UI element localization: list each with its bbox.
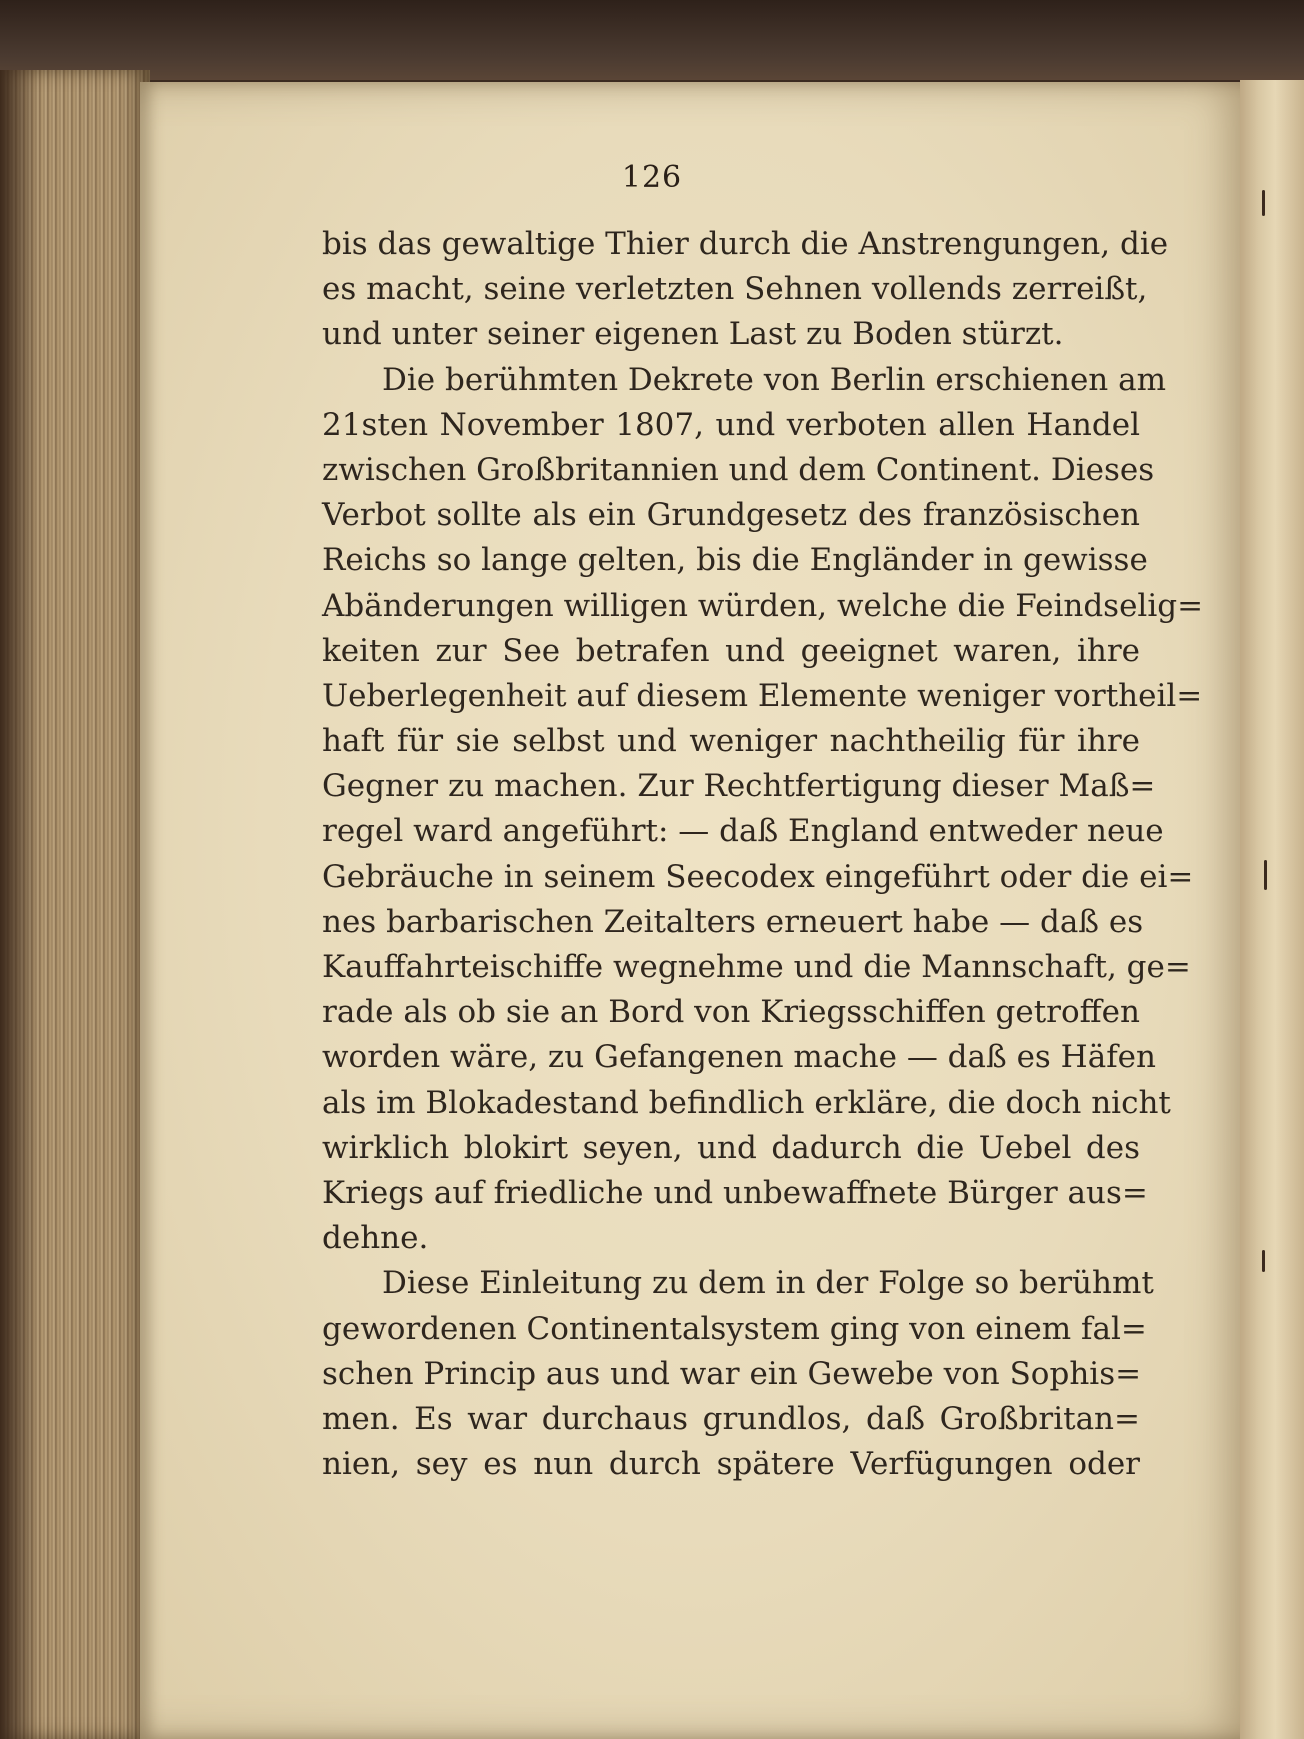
binding-gutter (1240, 80, 1304, 1739)
text-line: worden wäre, zu Gefangenen mache — daß es Häfen (322, 1039, 1156, 1076)
text-line: bis das gewaltige Thier durch die Anstrengungen, die (322, 226, 1169, 262)
text-line: Gegner zu machen. Zur Rechtfertigung dieser Maß= (322, 768, 1156, 805)
text-line: gewordenen Continentalsystem ging von einem fal= (322, 1310, 1147, 1347)
text-line: men. Es war durchaus grundlos, daß Großbritan= (322, 1400, 1140, 1437)
text-line: zwischen Großbritannien und dem Continent. Dieses (322, 451, 1155, 488)
text-line: Gebräuche in seinem Seecodex eingeführt oder die ei= (322, 858, 1194, 895)
text-line: keiten zur See betrafen und geeignet waren, ihre (322, 632, 1140, 669)
text-line: Ueberlegenheit auf diesem Elemente weniger vortheil= (322, 677, 1203, 714)
text-line: schen Princip aus und war ein Gewebe von Sophis= (322, 1355, 1142, 1392)
text-line: es macht, seine verletzten Sehnen vollends zerreißt, (322, 271, 1148, 308)
gutter-mark (1262, 1250, 1265, 1272)
text-line: als im Blokadestand befindlich erkläre, die doch nicht (322, 1084, 1171, 1121)
text-line: nien, sey es nun durch spätere Verfügungen oder (322, 1446, 1140, 1483)
text-line: Kriegs auf friedliche und unbewaffnete Bürger aus= (322, 1174, 1148, 1211)
page-text-body (322, 222, 1204, 1487)
text-line: Diese Einleitung zu dem in der Folge so berühmt (382, 1265, 1154, 1302)
text-line: 21sten November 1807, und verboten allen Handel (322, 406, 1140, 443)
text-line: Die berühmten Dekrete von Berlin erschienen am (382, 361, 1166, 398)
text-line: Reichs so lange gelten, bis die Engländer in gewisse (322, 542, 1148, 579)
text-line: Abänderungen willigen würden, welche die Feindselig= (322, 587, 1204, 624)
text-line: wirklich blokirt seyen, und dadurch die Uebel des (322, 1129, 1140, 1166)
page-number: 126 (621, 160, 683, 195)
text-line: nes barbarischen Zeitalters erneuert habe — daß es (322, 903, 1144, 940)
text-line: haft für sie selbst und weniger nachtheilig für ihre (322, 723, 1140, 760)
text-line: Kauffahrteischiffe wegnehme und die Mannschaft, ge= (322, 949, 1191, 985)
text-line: rade als ob sie an Bord von Kriegsschiffen getroffen (322, 994, 1140, 1031)
page-edges-stack (0, 70, 150, 1739)
book-cover-top (0, 0, 1304, 80)
text-line: Verbot sollte als ein Grundgesetz des französischen (322, 497, 1140, 534)
text-line: dehne. (322, 1220, 429, 1257)
text-line: regel ward angeführt: — daß England entweder neue (322, 813, 1164, 850)
gutter-mark (1264, 860, 1267, 890)
text-line: und unter seiner eigenen Last zu Boden stürzt. (322, 316, 1064, 353)
